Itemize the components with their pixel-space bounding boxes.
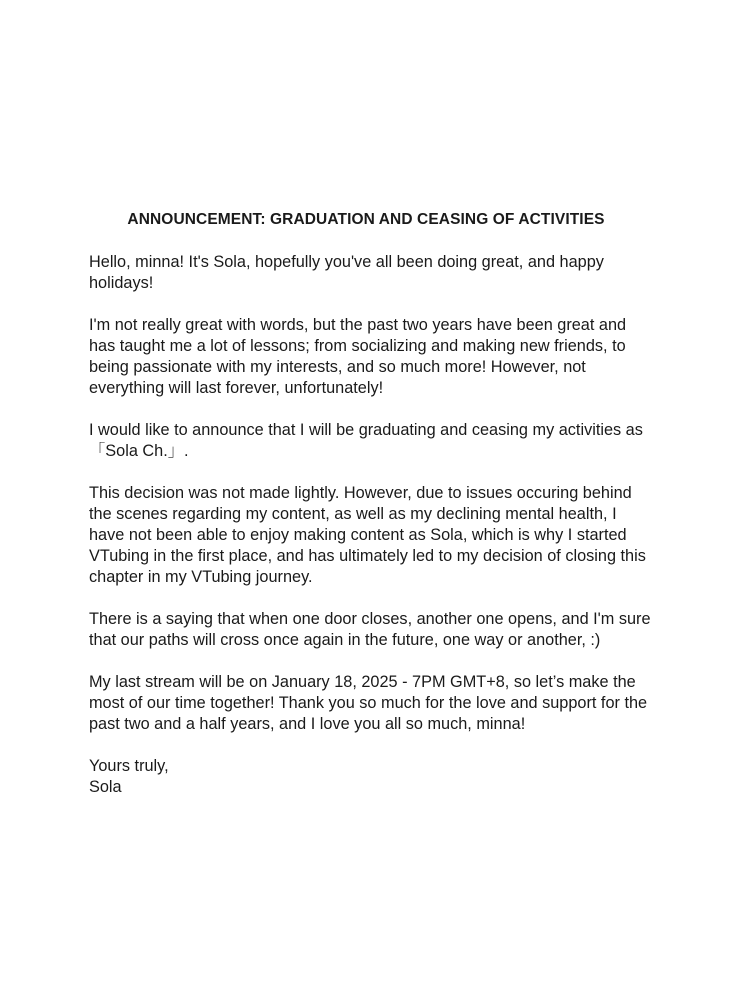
signature: Sola	[89, 778, 122, 796]
document-body	[89, 252, 659, 798]
document-title: ANNOUNCEMENT: GRADUATION AND CEASING OF ACTIVITIES	[127, 211, 605, 228]
closing-line: Yours truly,	[89, 757, 169, 775]
paragraph-reflection: I'm not really great with words, but the past two years have been great and has taught me a lot of lessons; from socializing and making new friends, to being passionate with my interests, and so much more! However, not everything will last forever, unfortunately!	[89, 316, 627, 397]
paragraph-farewell: There is a saying that when one door closes, another one opens, and I'm sure that our paths will cross once again in the future, one way or another, :)	[89, 610, 651, 649]
paragraph-reasons: This decision was not made lightly. However, due to issues occuring behind the scenes regarding my content, as well as my declining mental health, I have not been able to enjoy making content as Sola, which is why I started VTubing in the first place, and has ultimately led to my decision of closing this chapter in my VTubing journey.	[89, 484, 646, 586]
paragraph-greeting: Hello, minna! It's Sola, hopefully you've all been doing great, and happy holidays!	[89, 253, 604, 292]
paragraph-last-stream: My last stream will be on January 18, 2025 - 7PM GMT+8, so let’s make the most of our time together! Thank you so much for the love and support for the past two and a half years, and I love you all so much, minna!	[89, 673, 648, 733]
paragraph-announcement: I would like to announce that I will be graduating and ceasing my activities as 「Sola Ch.」.	[89, 421, 643, 460]
